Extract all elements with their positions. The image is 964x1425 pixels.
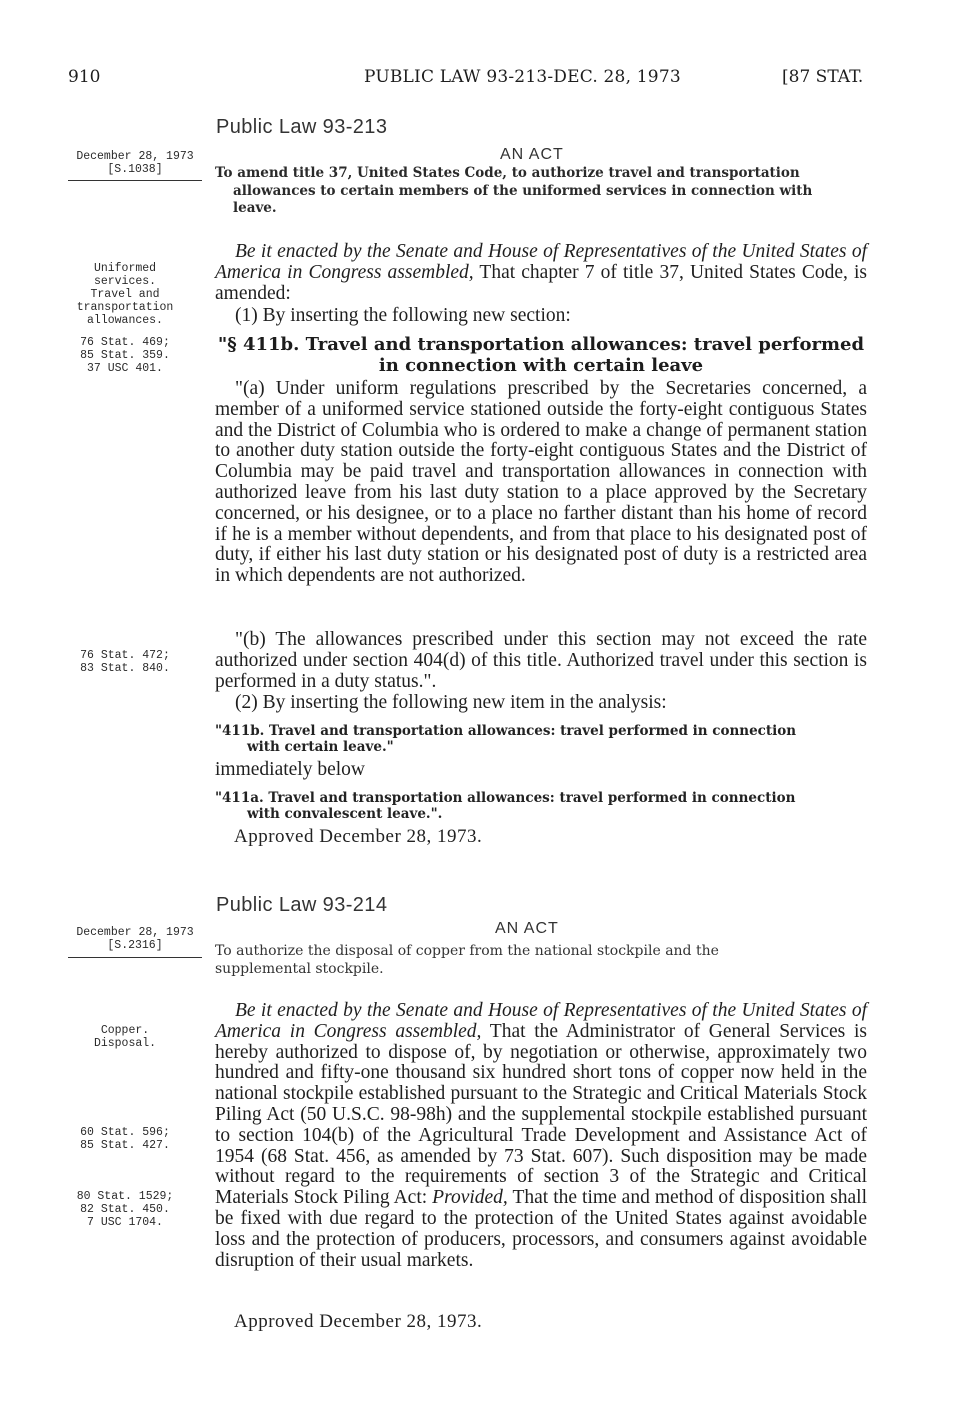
section-text: That the Administrator of General Services is hereby authorized to dispose of, by negotiation or otherwise, approximately two hundred and fifty-one thousand six hundred short tons of copper now held in the national stockpile established pursuant to the Strategic and Critical Materials Stock Piling Act (50 U.S.C. 98-98h) and the supplemental stockpile established pursuant to section 104(b) of the Agricultural Trade Development and Assistance Act of 1954 (68 Stat. 456, as amended by 73 Stat. 607). Such disposition may be made without regard to the requirements of section 3 of the Strategic and Critical Materials Stock Piling Act: xyxy=(215,1020,867,1209)
margin-rule xyxy=(68,957,202,958)
volume-reference: [87 STAT. xyxy=(782,67,864,87)
analysis-line: with certain leave." xyxy=(247,738,394,755)
margin-note-topic: Uniformed services. Travel and transportation allowances. xyxy=(76,262,174,327)
law-title: Public Law 93-213 xyxy=(216,116,388,138)
an-act-heading: AN ACT xyxy=(500,146,564,163)
act-purpose-line: supplemental stockpile. xyxy=(215,960,384,977)
margin-note-citation: 60 Stat. 596; 85 Stat. 427. xyxy=(80,1126,170,1152)
analysis-item-existing xyxy=(215,791,867,822)
enacting-text: That chapter 7 of title 37, United States Code, is amended: xyxy=(215,261,867,304)
section-heading xyxy=(205,334,877,376)
margin-note-citation: 76 Stat. 469; 85 Stat. 359. 37 USC 401. xyxy=(80,336,170,375)
bill-number-note: [S.1038] xyxy=(107,163,163,176)
amendment-item-1: (1) By inserting the following new section: xyxy=(235,305,571,326)
bill-number-note: [S.2316] xyxy=(107,939,163,952)
subsection-a: "(a) Under uniform regulations prescribed by the Secretaries concerned, a member of a uniformed service stationed outside the forty-eight contiguous States and the District of Columbia who is ordered to make a change of permanent station to another duty station outside the forty-eight contiguous States and the District of Columbia may be paid travel and transportation allowances in connection with authorized leave from his last duty station to a place approved by the Secretary concerned, or his designee, or to a place no farther distant than his home of record if he is a member without dependents, and from that place to his designated post of duty, if either his last duty station or his designated post of duty is a restricted area in which dependents are not authorized. xyxy=(215,378,867,587)
analysis-line: with convalescent leave.". xyxy=(247,805,443,822)
page-number: 910 xyxy=(68,67,101,87)
an-act-heading: AN ACT xyxy=(495,920,559,937)
copper-disposal-section xyxy=(215,1001,867,1271)
section-heading-line: "§ 411b. Travel and transportation allowances: travel performed xyxy=(217,334,865,355)
act-purpose-line: To authorize the disposal of copper from the national stockpile and the xyxy=(215,943,719,959)
act-purpose-line: leave. xyxy=(233,200,277,216)
analysis-line: "411b. Travel and transportation allowances: travel performed in connection xyxy=(215,723,797,739)
act-purpose xyxy=(215,165,867,218)
enacting-clause xyxy=(215,242,867,304)
analysis-item-new xyxy=(215,724,867,755)
proviso-word: Provided, xyxy=(432,1187,508,1209)
enactment-date-note: December 28, 1973 xyxy=(76,926,194,939)
act-purpose xyxy=(215,943,867,978)
margin-note-citation: 76 Stat. 472; 83 Stat. 840. xyxy=(80,649,170,675)
enacting-formula: Be it enacted by the Senate and House of Representatives of the United States of America in Congress assembled, xyxy=(215,1000,867,1042)
immediately-below: immediately below xyxy=(215,759,366,780)
enacting-formula: Be it enacted by the Senate and House of Representatives of the United States of America in Congress assembled, xyxy=(215,241,867,283)
margin-note-topic: Copper. Disposal. xyxy=(93,1024,157,1050)
margin-rule xyxy=(68,180,202,181)
margin-note-citation: 80 Stat. 1529; 82 Stat. 450. 7 USC 1704. xyxy=(76,1190,174,1229)
enactment-date-note: December 28, 1973 xyxy=(76,150,194,163)
act-purpose-line: allowances to certain members of the uniformed services in connection with xyxy=(233,182,813,199)
law-title: Public Law 93-214 xyxy=(216,894,388,916)
subsection-b: "(b) The allowances prescribed under this section may not exceed the rate authorized under section 404(d) of this title. Authorized travel under this section is performed in a duty status.". xyxy=(215,629,867,692)
analysis-line: "411a. Travel and transportation allowances: travel performed in connection xyxy=(215,790,796,806)
act-purpose-line: To amend title 37, United States Code, to authorize travel and transportation xyxy=(215,165,800,181)
approval-date: Approved December 28, 1973. xyxy=(234,1311,483,1332)
section-heading-line: in connection with certain leave xyxy=(378,355,704,376)
section-text: That the time and method of disposition shall be fixed with due regard to the protection of the United States against avoidable loss and the protection of producers, processors, and consumers against avoidable disruption of their usual markets. xyxy=(215,1187,868,1271)
amendment-item-2: (2) By inserting the following new item in the analysis: xyxy=(235,692,667,713)
approval-date: Approved December 28, 1973. xyxy=(234,826,483,847)
running-head: PUBLIC LAW 93-213-DEC. 28, 1973 xyxy=(364,67,681,87)
